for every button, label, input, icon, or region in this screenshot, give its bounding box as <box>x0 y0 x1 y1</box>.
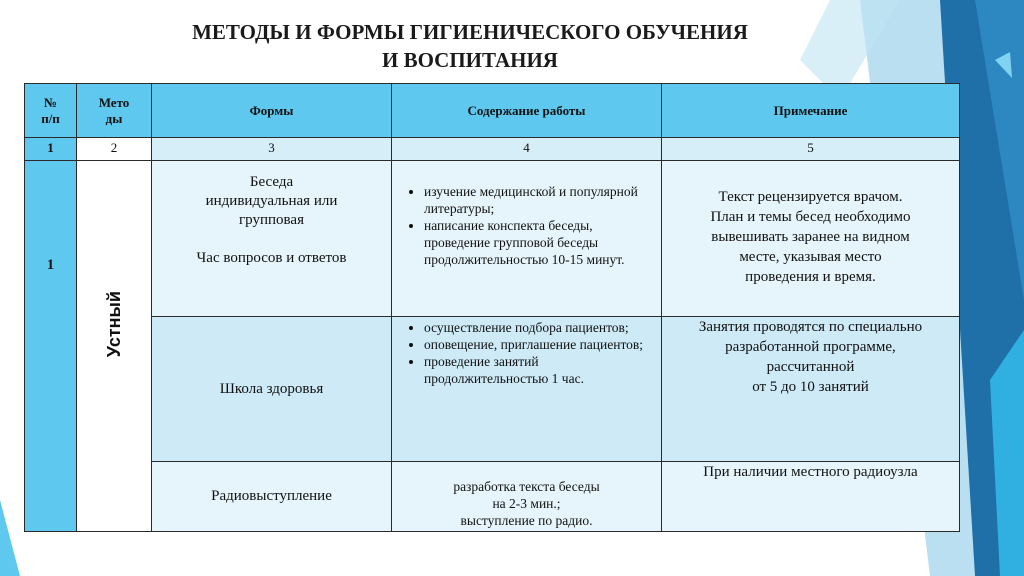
header-forms: Формы <box>152 84 392 138</box>
list-item: • оповещение, приглашение пациентов; <box>424 336 657 353</box>
form-cell: Школа здоровья <box>152 317 392 462</box>
list-item: • изучение медицинской и популярной литературы; <box>424 183 657 217</box>
content-cell <box>392 317 662 462</box>
form-cell: Радиовыступление <box>152 462 392 532</box>
header-method: Мето ды <box>77 84 152 138</box>
table-row <box>25 462 960 532</box>
title-line-1: МЕТОДЫ И ФОРМЫ ГИГИЕНИЧЕСКОГО ОБУЧЕНИЯ <box>192 20 748 44</box>
header-note: Примечание <box>662 84 960 138</box>
method-label: Устный <box>103 291 124 358</box>
note-cell: Текст рецензируется врачом. План и темы бесед необходимо вывешивать заранее на видном месте, указывая место проведения и время. <box>662 161 960 317</box>
table-row <box>25 161 960 317</box>
content-cell: разработка текста беседы на 2-3 мин.; выступление по радио. <box>392 462 662 532</box>
table-row <box>25 317 960 462</box>
header-row <box>25 84 960 138</box>
col-num-4: 4 <box>392 138 662 161</box>
list-item: • осуществление подбора пациентов; <box>424 319 657 336</box>
title-line-2: И ВОСПИТАНИЯ <box>382 48 558 72</box>
list-item: • написание конспекта беседы, проведение групповой беседы продолжительностью 10-15 минут. <box>424 217 657 268</box>
col-num-5: 5 <box>662 138 960 161</box>
content-cell <box>392 161 662 317</box>
col-num-3: 3 <box>152 138 392 161</box>
note-cell: При наличии местного радиоузла <box>662 462 960 532</box>
method-cell <box>77 161 152 532</box>
header-content: Содержание работы <box>392 84 662 138</box>
col-num-2: 2 <box>77 138 152 161</box>
row-number: 1 <box>46 257 55 273</box>
column-number-row <box>25 138 960 161</box>
header-num: № п/п <box>25 84 77 138</box>
row-number-cell <box>25 161 77 532</box>
form-cell: Беседа индивидуальная или групповая Час вопросов и ответов <box>152 161 392 317</box>
content-list <box>396 319 657 387</box>
note-cell: Занятия проводятся по специально разработанной программе, рассчитанной от 5 до 10 занятий <box>662 317 960 462</box>
methods-table <box>24 83 960 532</box>
content-list <box>396 183 657 268</box>
page-title <box>0 18 940 74</box>
list-item: • проведение занятий продолжительностью 1 час. <box>424 353 657 387</box>
col-num-1: 1 <box>25 138 77 161</box>
